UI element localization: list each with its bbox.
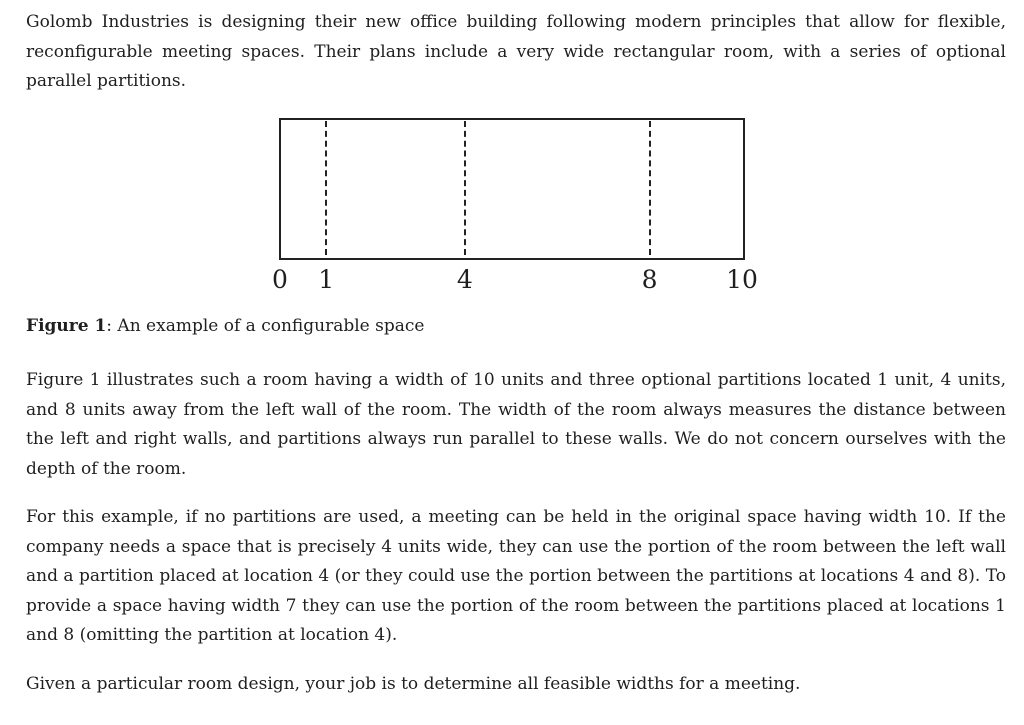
figure-description-paragraph: Figure 1 illustrates such a room having a width of 10 units and three optional partitions located 1 unit, 4 units, and 8 units away from the left wall of the room. The width of the room always measures the distance between the left and right walls, and partitions always run parallel to these walls. We do not concern ourselves with the depth of the room. — [26, 370, 1006, 479]
example-paragraph: For this example, if no partitions are used, a meeting can be held in the original space having width 10. If the company needs a space that is precisely 4 units wide, they can use the portion of the room between the left wall and a partition placed at location 4 (or they could use the portion between the partitions at locations 4 and 8). To provide a space having width 7 they can use the portion of the room between the partitions placed at locations 1 and 8 (omitting the partition at location 4). — [26, 507, 1006, 646]
partition-line — [464, 121, 466, 255]
figure-caption-text: : An example of a configurable space — [106, 316, 425, 336]
tick-label: 1 — [318, 265, 335, 294]
intro-paragraph: Golomb Industries is designing their new office building following modern principles that allow for flexible, reconfigurable meeting spaces. Their plans include a very wide rectangular room, with a series of optional parallel partitions. — [26, 12, 1006, 92]
partition-line — [325, 121, 327, 255]
tick-label: 0 — [272, 265, 288, 294]
partition-line — [649, 121, 651, 255]
tick-label: 8 — [641, 265, 658, 294]
task-paragraph: Given a particular room design, your job is to determine all feasible widths for a meeting. — [26, 674, 801, 694]
figure-caption-label: Figure 1 — [26, 316, 107, 336]
room-outline — [279, 118, 745, 260]
tick-label: 10 — [726, 265, 758, 294]
figure-caption — [26, 313, 424, 339]
tick-label: 4 — [456, 265, 473, 294]
